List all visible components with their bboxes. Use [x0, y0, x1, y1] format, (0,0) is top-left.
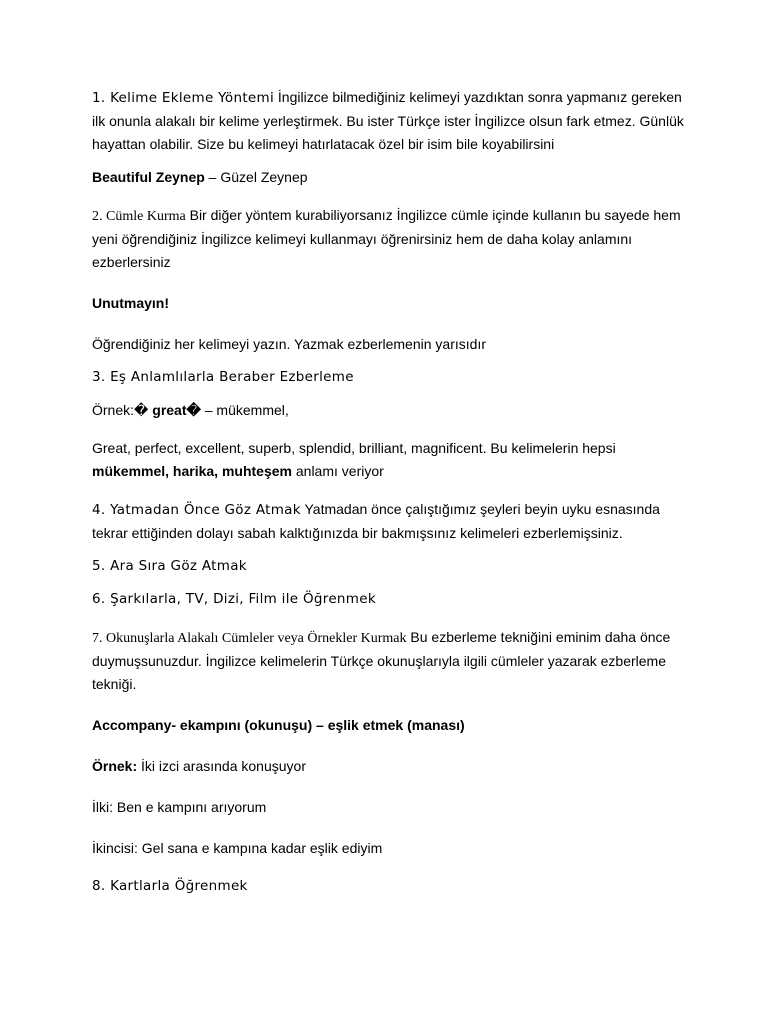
example-1: [92, 166, 692, 189]
example-1-turkish: – Güzel Zeynep: [204, 169, 308, 185]
synonyms-list: Great, perfect, excellent, superb, splendid, brilliant, magnificent. Bu kelimelerin hepsi: [92, 440, 616, 456]
section-3-example-meaning: – mükemmel,: [200, 402, 289, 418]
section-4-heading: 4. Yatmadan Önce Göz Atmak: [92, 502, 301, 518]
section-6-heading: 6. Şarkılarla, TV, Dizi, Film ile Öğrenmek: [92, 591, 376, 607]
reminder-title: Unutmayın!: [92, 295, 169, 311]
section-1-paragraph: [92, 86, 692, 156]
dialogue-line-1: İlki: Ben e kampını arıyorum: [92, 799, 267, 815]
example-7: Accompany- ekampını (okunuşu) – eşlik etmek (manası): [92, 717, 465, 733]
section-2-heading: 2. Cümle Kurma: [92, 209, 186, 224]
section-7-paragraph: [92, 626, 692, 696]
example-1-english: Beautiful Zeynep: [92, 169, 205, 185]
section-3-synonyms: [92, 437, 692, 483]
synonyms-meaning: mükemmel, harika, muhteşem: [92, 463, 292, 479]
section-5-heading: 5. Ara Sıra Göz Atmak: [92, 558, 247, 574]
synonyms-end: anlamı veriyor: [291, 463, 384, 479]
section-7-text: Bu ezberleme tekniğini eminim daha önce duymuşsunuzdur. İngilizce kelimelerin Türkçe okunuşlarıyla ilgili cümleler yazarak ezberleme tekniği.: [92, 629, 671, 692]
reminder-text: Öğrendiğiniz her kelimeyi yazın. Yazmak ezberlemenin yarısıdır: [92, 336, 486, 352]
section-2-paragraph: [92, 204, 692, 274]
section-2-text: Bir diğer yöntem kurabiliyorsanız İngilizce cümle içinde kullanın bu sayede hem yeni öğrendiğiniz İngilizce kelimeyi kullanmayı öğrenirsiniz hem de daha kolay anlamını ezberlersiniz: [92, 207, 681, 270]
section-3-example-prefix: Örnek:�: [92, 402, 149, 418]
section-3-example: [92, 399, 692, 422]
document-body: [92, 86, 692, 898]
dialogue-intro-label: Örnek:: [92, 758, 138, 774]
section-4-text: Yatmadan önce çalıştığımız şeyleri beyin uyku esnasında tekrar ettiğinden dolayı sabah kalktığınızda bir bakmışsınız kelimeleri ezberlemişsiniz.: [92, 501, 660, 541]
section-3-example-word: great�: [148, 402, 201, 418]
section-1-text: İngilizce bilmediğiniz kelimeyi yazdıktan sonra yapmanız gereken ilk onunla alakalı bir kelime yerleştirmek. Bu ister Türkçe ister İngilizce olsun fark etmez. Günlük hayattan olabilir. Size bu kelimeyi hatırlatacak özel bir isim bile koyabilirsini: [92, 89, 684, 152]
dialogue-line-2: İkincisi: Gel sana e kampına kadar eşlik ediyim: [92, 840, 383, 856]
section-7-heading: 7. Okunuşlarla Alakalı Cümleler veya Örnekler Kurmak: [92, 631, 407, 646]
dialogue-intro: [92, 755, 692, 778]
section-4-paragraph: [92, 498, 692, 545]
section-1-heading: 1. Kelime Ekleme Yöntemi: [92, 90, 275, 106]
section-8-heading: 8. Kartlarla Öğrenmek: [92, 878, 248, 894]
section-3-heading: 3. Eş Anlamlılarla Beraber Ezberleme: [92, 369, 354, 385]
dialogue-intro-text: İki izci arasında konuşuyor: [137, 758, 306, 774]
